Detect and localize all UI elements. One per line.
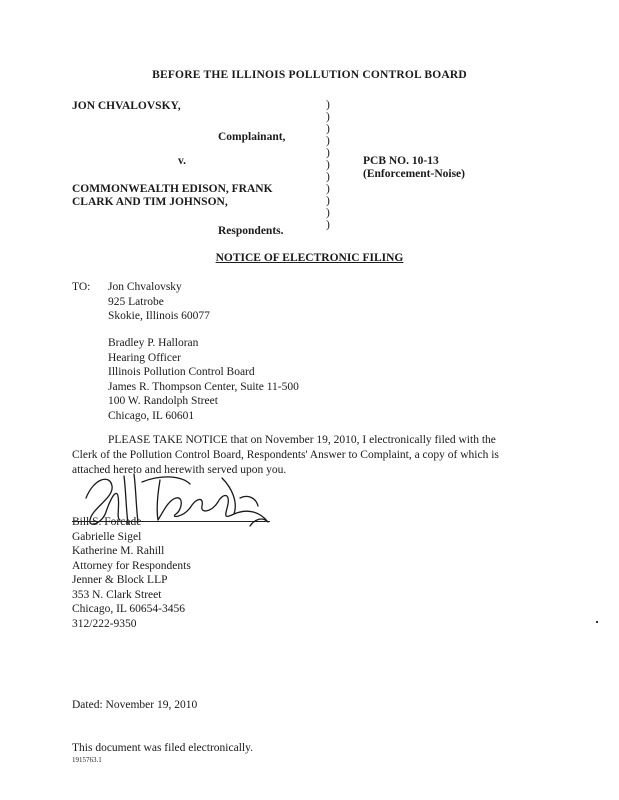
signature-block xyxy=(72,515,191,631)
recipient-line: Illinois Pollution Control Board xyxy=(108,366,255,378)
respondents-line-1: COMMONWEALTH EDISON, FRANK xyxy=(72,183,273,195)
firm-phone: 312/222-9350 xyxy=(72,617,137,630)
scan-speck xyxy=(596,621,598,623)
recipient-1 xyxy=(108,280,210,324)
caption-paren: ) xyxy=(326,195,330,207)
firm-name: Jenner & Block LLP xyxy=(72,574,168,586)
versus-label: v. xyxy=(178,155,186,167)
caption-paren: ) xyxy=(326,183,330,195)
recipient-line: James R. Thompson Center, Suite 11-500 xyxy=(108,380,299,393)
document-id: 1915763.1 xyxy=(72,756,102,764)
signatory-name: Bill S. Forcade xyxy=(72,516,142,528)
signatory-role: Attorney for Respondents xyxy=(72,559,191,572)
signatory-name: Gabrielle Sigel xyxy=(72,530,142,543)
recipient-line: Hearing Officer xyxy=(108,351,181,364)
signatory-name: Katherine M. Rahill xyxy=(72,545,165,557)
recipient-line: 100 W. Randolph Street xyxy=(108,395,218,407)
caption-paren: ) xyxy=(326,135,330,147)
case-type: (Enforcement-Noise) xyxy=(363,168,465,180)
recipient-line: 925 Latrobe xyxy=(108,295,164,308)
notice-paragraph: PLEASE TAKE NOTICE that on November 19, 2010, I electronically filed with the Clerk of the Pollution Control Board, Respondents' Answer to Complaint, a copy of which is attached hereto and herewith served upon you. xyxy=(72,434,499,476)
case-number: PCB NO. 10-13 xyxy=(363,155,439,167)
filed-electronically-note: This document was filed electronically. xyxy=(72,742,253,754)
caption-paren: ) xyxy=(326,99,330,111)
recipient-line: Chicago, IL 60601 xyxy=(108,409,195,422)
firm-city: Chicago, IL 60654-3456 xyxy=(72,603,185,615)
respondents-line-2: CLARK AND TIM JOHNSON, xyxy=(72,196,228,208)
caption-paren: ) xyxy=(326,123,330,135)
recipient-line: Bradley P. Halloran xyxy=(108,337,199,349)
caption-paren: ) xyxy=(326,171,330,183)
recipient-line: Jon Chvalovsky xyxy=(108,281,182,293)
caption-paren: ) xyxy=(326,111,330,123)
recipient-line: Skokie, Illinois 60077 xyxy=(108,310,210,322)
to-label: TO: xyxy=(72,281,91,293)
notice-heading: NOTICE OF ELECTRONIC FILING xyxy=(215,252,404,264)
caption-paren: ) xyxy=(326,207,330,219)
caption-paren: ) xyxy=(326,219,330,231)
document-title: BEFORE THE ILLINOIS POLLUTION CONTROL BOARD xyxy=(152,69,467,81)
caption-paren: ) xyxy=(326,147,330,159)
complainant-name: JON CHVALOVSKY, xyxy=(72,100,181,112)
recipient-2 xyxy=(108,336,299,423)
dated-line: Dated: November 19, 2010 xyxy=(72,699,198,711)
firm-address: 353 N. Clark Street xyxy=(72,588,162,601)
caption-paren: ) xyxy=(326,159,330,171)
complainant-role: Complainant, xyxy=(218,131,286,143)
respondents-role: Respondents. xyxy=(218,225,284,237)
